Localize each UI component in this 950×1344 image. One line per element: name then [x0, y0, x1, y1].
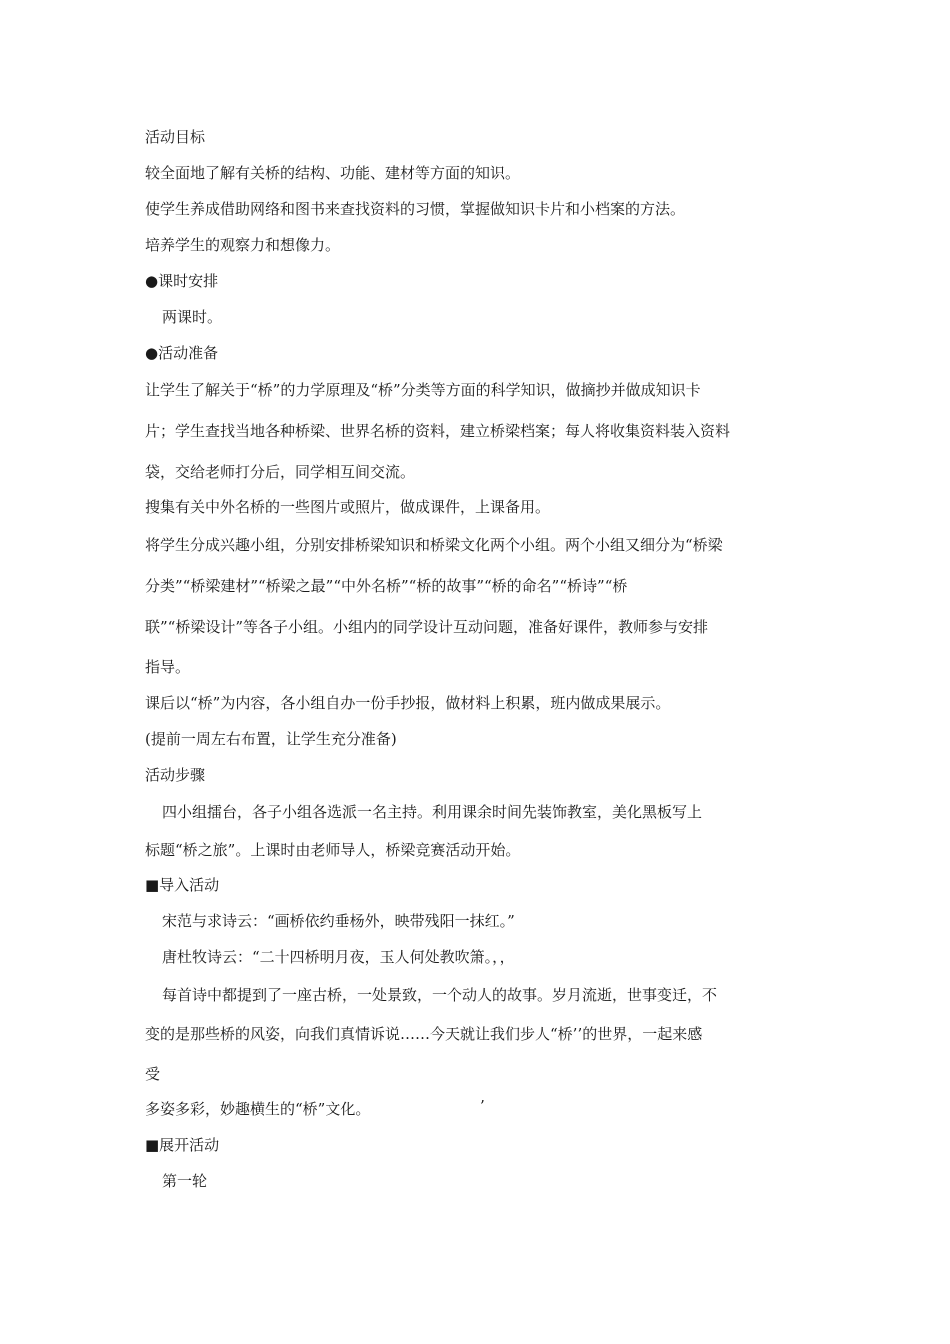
- paragraph-line: 让学生了解关于“桥”的力学原理及“桥”分类等方面的科学知识，做摘抄并做成知识卡: [145, 381, 701, 399]
- paragraph-line: 唐杜牧诗云：“二十四桥明月夜，玉人何处教吹箫。，，: [162, 948, 515, 966]
- paragraph-line: 袋，交给老师打分后，同学相互间交流。: [145, 463, 416, 481]
- paragraph-line: 搜集有关中外名桥的一些图片或照片，做成课件，上课备用。: [145, 498, 551, 516]
- paragraph-line: 较全面地了解有关桥的结构、功能、建材等方面的知识。: [145, 164, 521, 182]
- heading-activity-goals: 活动目标: [145, 128, 206, 146]
- heading-expand-activity: ■展开活动: [145, 1136, 220, 1154]
- paragraph-line: 联”“桥梁设计”等各子小组。小组内的同学设计互动问题，准备好课件，教师参与安排: [145, 618, 709, 636]
- paragraph-line: 标题“桥之旅”。上课时由老师导人，桥梁竞赛活动开始。: [145, 841, 521, 859]
- paragraph-line: 指导。: [145, 658, 191, 676]
- paragraph-line: 分类”“桥梁建材”“桥梁之最”“中外名桥”“桥的故事”“桥的命名”“桥诗”“桥: [145, 577, 628, 595]
- stray-mark: ’: [480, 1097, 485, 1115]
- paragraph-line: (提前一周左右布置，让学生充分准备): [145, 730, 397, 748]
- paragraph-line: 课后以“桥”为内容，各小组自办一份手抄报，做材料上积累，班内做成果展示。: [145, 694, 671, 712]
- paragraph-line: 两课时。: [162, 308, 223, 326]
- paragraph-line: 片；学生查找当地各种桥梁、世界名桥的资料，建立桥梁档案；每人将收集资料装入资料: [145, 422, 731, 440]
- paragraph-line: 宋范与求诗云：“画桥依约垂杨外，映带残阳一抹红。”: [162, 912, 515, 930]
- paragraph-line: 第一轮: [162, 1172, 208, 1190]
- paragraph-line: 四小组擂台，各子小组各选派一名主持。利用课余时间先装饰教室，美化黑板写上: [162, 803, 703, 821]
- heading-activity-steps: 活动步骤: [145, 766, 206, 784]
- paragraph-line: 培养学生的观察力和想像力。: [145, 236, 341, 254]
- paragraph-line: 使学生养成借助网络和图书来查找资料的习惯，掌握做知识卡片和小档案的方法。: [145, 200, 686, 218]
- heading-schedule: ●课时安排: [145, 272, 219, 290]
- paragraph-line: 每首诗中都提到了一座古桥，一处景致，一个动人的故事。岁月流逝，世事变迁，不: [162, 986, 718, 1004]
- paragraph-line: 将学生分成兴趣小组，分别安排桥梁知识和桥梁文化两个小组。两个小组又细分为“桥梁: [145, 536, 723, 554]
- paragraph-line: 多姿多彩，妙趣横生的“桥”文化。: [145, 1100, 371, 1118]
- paragraph-line: 受: [145, 1065, 161, 1083]
- heading-intro-activity: ■导入活动: [145, 876, 220, 894]
- heading-preparation: ●活动准备: [145, 344, 219, 362]
- paragraph-line: 变的是那些桥的风姿，向我们真情诉说……今天就让我们步人“桥’’的世界，一起来感: [145, 1025, 703, 1043]
